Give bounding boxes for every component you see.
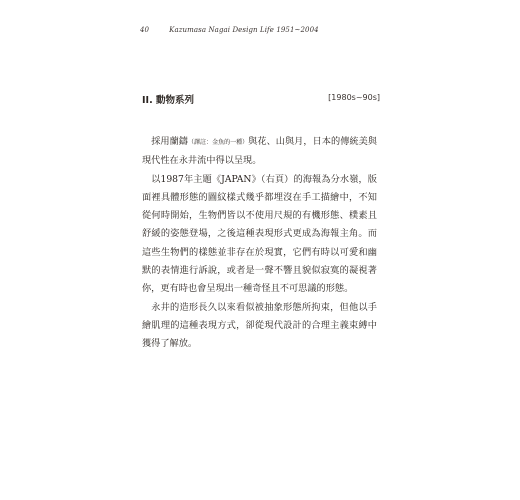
running-head (140, 26, 400, 34)
body-text (142, 133, 377, 354)
section-title: II. 動物系列 (142, 95, 194, 106)
section-heading (142, 92, 380, 106)
paragraph-1 (142, 133, 377, 171)
paragraph-1-rest: 與花、山與月，日本的傳統美與現代性在永井流中得以呈現。 (142, 136, 377, 167)
section-period: [1980s~90s] (328, 93, 380, 102)
paragraph-3: 永井的造形長久以來看似被抽象形態所拘束，但他以手繪肌理的這種表現方式，卻從現代設計的合理主義束縛中獲得了解放。 (142, 301, 377, 350)
paragraph-1-lead: 採用蘭鑄 (151, 136, 188, 147)
book-title: Kazumasa Nagai Design Life 1951~2004 (169, 26, 319, 34)
page-number: 40 (140, 26, 149, 34)
paragraph-2: 以1987年主題《JAPAN》（右頁）的海報為分水嶺，版面裡具體形態的圖紋樣式幾乎都埋沒在手工描繪中，不知從何時開始，生物們皆以不使用尺規的有機形態、樸素且舒緩的姿態登場，之後這種表現形式更成為海報主角。而這些生物們的樣態並非存在於現實，它們有時以可愛和幽默的表情進行訴說，或者是一聲不響且貌似寂寞的凝視著你，更有時也會呈現出一種奇怪且不可思議的形態。 (142, 173, 377, 295)
translator-note: （譯註：金魚的一種） (188, 139, 249, 146)
